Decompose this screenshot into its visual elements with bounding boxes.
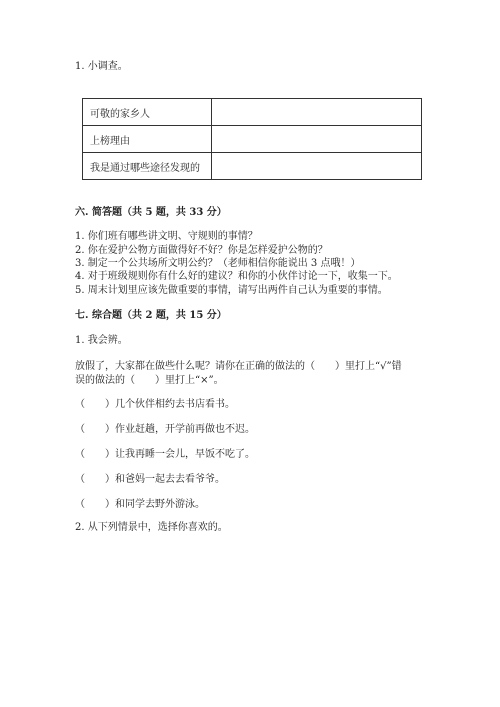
question-title: 1. 小调查。 [75, 61, 128, 72]
table-row [83, 153, 422, 180]
choice-item: （ ）作业赶趟，开学前再做也不迟。 [75, 424, 255, 435]
question-item: 2. 从下列情景中，选择你喜欢的。 [75, 522, 228, 533]
choice-item: （ ）和同学去野外游泳。 [75, 499, 205, 510]
section-heading: 六. 简答题（共 5 题，共 33 分） [75, 207, 227, 218]
section-heading: 七. 综合题（共 2 题，共 15 分） [75, 310, 227, 321]
row-label: 我是通过哪些途径发现的 [83, 153, 212, 180]
question-item: 1. 我会辨。 [75, 335, 128, 346]
table-row [83, 126, 422, 153]
instruction-line: 放假了，大家都在做些什么呢？请你在正确的做法的（ ）里打上“√”错 [75, 361, 402, 372]
answer-cell[interactable] [212, 126, 422, 153]
choice-item: （ ）让我再睡一会儿，早饭不吃了。 [75, 449, 255, 460]
row-label: 可敬的家乡人 [83, 99, 212, 126]
question-item: 2. 你在爱护公物方面做得好不好？你是怎样爱护公物的？ [75, 245, 328, 256]
instruction-line: 误的做法的（ ）里打上“×”。 [75, 375, 224, 386]
answer-cell[interactable] [212, 99, 422, 126]
choice-item: （ ）和爸妈一起去去看爷爷。 [75, 474, 225, 485]
answer-cell[interactable] [212, 153, 422, 180]
question-item: 5. 周末计划里应该先做重要的事情，请写出两件自己认为重要的事情。 [75, 285, 388, 296]
question-item: 4. 对于班级规则你有什么好的建议？和你的小伙伴讨论一下，收集一下。 [75, 271, 398, 282]
table-row [83, 99, 422, 126]
survey-table [82, 98, 422, 180]
question-item: 3. 制定一个公共场所文明公约？（老师相信你能说出 3 点哦！） [75, 258, 361, 269]
question-item: 1. 你们班有哪些讲文明、守规则的事情？ [75, 231, 258, 242]
choice-item: （ ）几个伙伴相约去书店看书。 [75, 399, 235, 410]
row-label: 上榜理由 [83, 126, 212, 153]
